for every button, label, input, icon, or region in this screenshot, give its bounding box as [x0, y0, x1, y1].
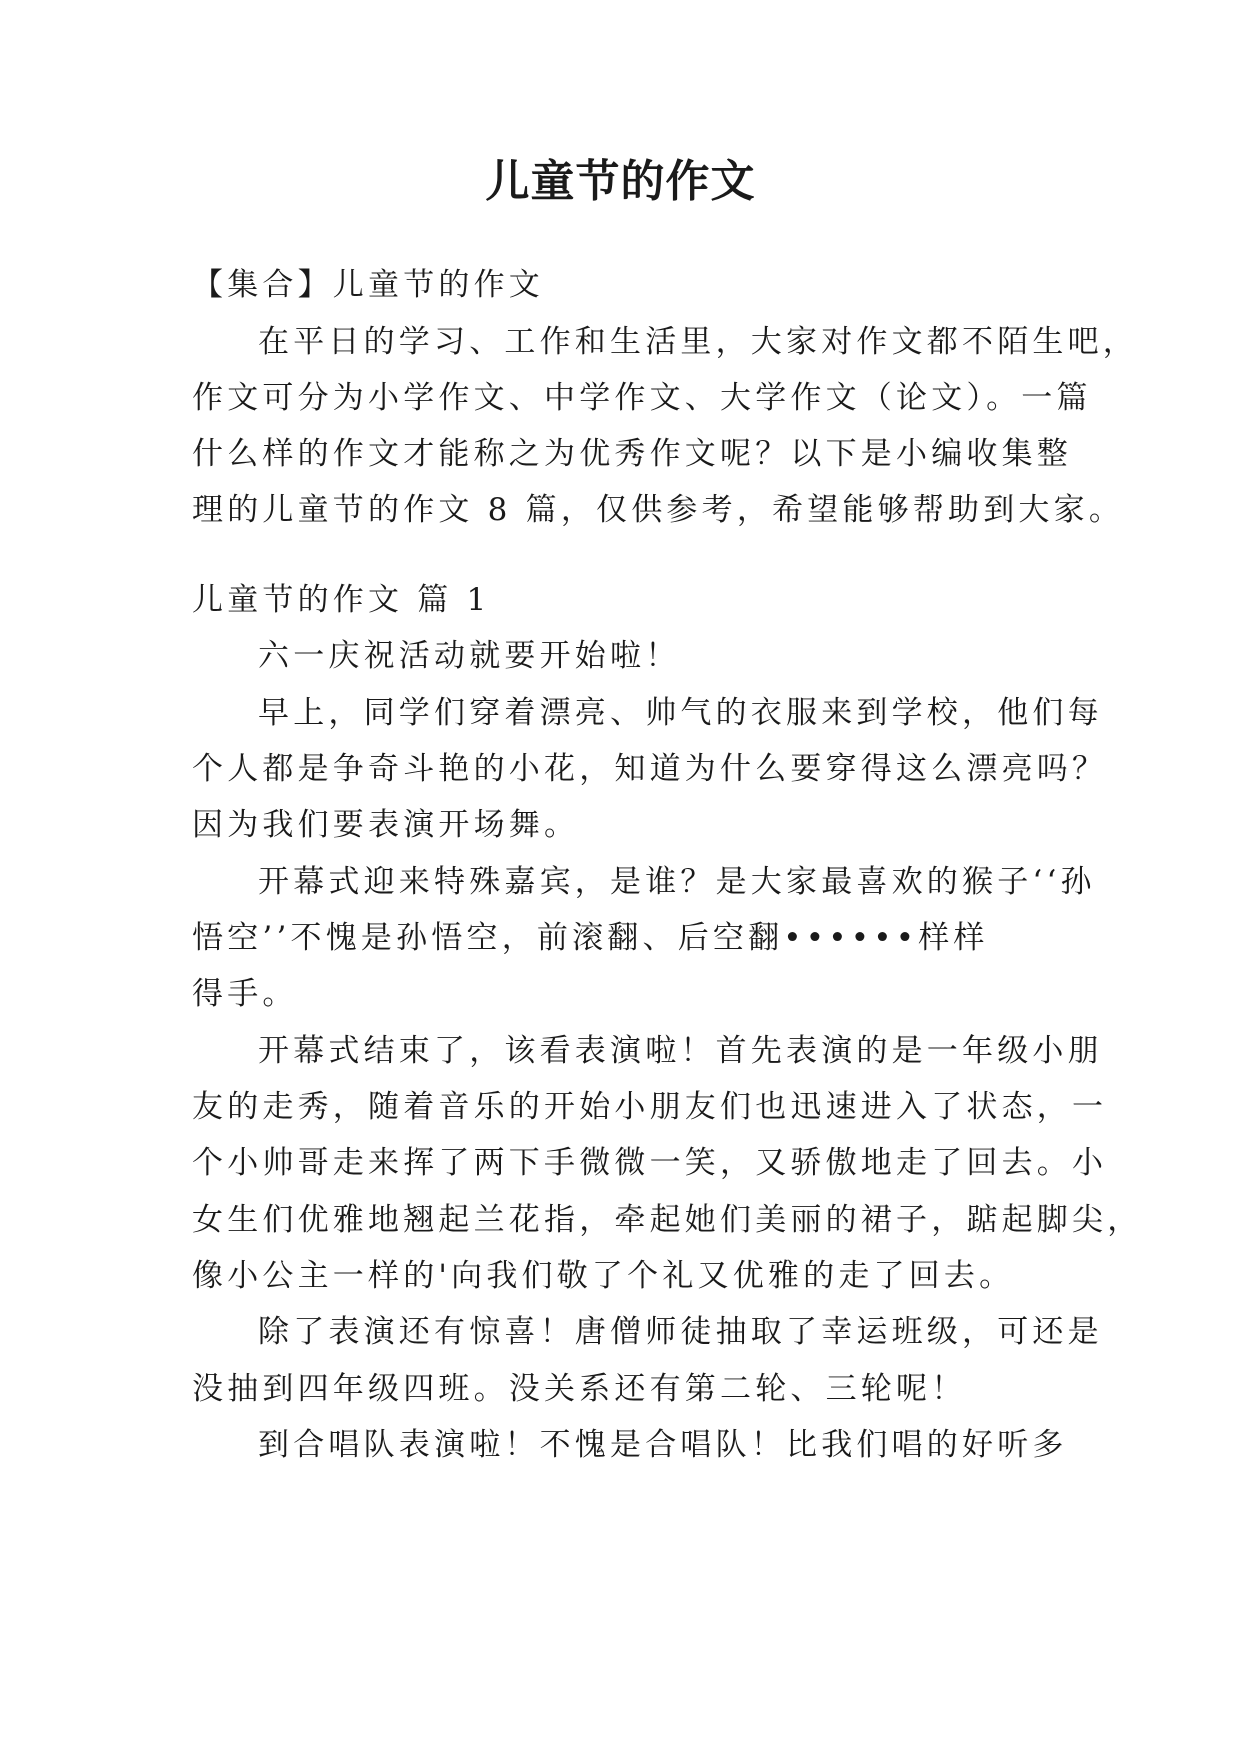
intro-line-2: 作文可分为小学作文、中学作文、大学作文（论文）。一篇: [192, 380, 1092, 416]
body-line-3: 个人都是争奇斗艳的小花，知道为什么要穿得这么漂亮吗？: [192, 751, 1108, 787]
collection-heading: 【集合】儿童节的作文: [192, 267, 544, 303]
body-line-10: 个小帅哥走来挥了两下手微微一笑，又骄傲地走了回去。小: [192, 1145, 1108, 1181]
body-line-7: 得手。: [192, 976, 298, 1012]
body-line-14: 没抽到四年级四班。没关系还有第二轮、三轮呢！: [192, 1371, 967, 1407]
body-line-1: 六一庆祝活动就要开始啦！: [258, 638, 681, 674]
body-line-8: 开幕式结束了，该看表演啦！首先表演的是一年级小朋: [258, 1033, 1103, 1069]
body-line-15: 到合唱队表演啦！不愧是合唱队！比我们唱的好听多: [258, 1427, 1068, 1463]
body-line-2: 早上，同学们穿着漂亮、帅气的衣服来到学校，他们每: [258, 695, 1103, 731]
intro-line-4: 理的儿童节的作文 8 篇，仅供参考，希望能够帮助到大家。: [192, 492, 1125, 528]
body-line-9: 友的走秀，随着音乐的开始小朋友们也迅速进入了状态，一: [192, 1089, 1108, 1125]
intro-line-3: 什么样的作文才能称之为优秀作文呢？以下是小编收集整: [192, 436, 1072, 472]
body-line-6: 悟空’’不愧是孙悟空，前滚翻、后空翻••••••样样: [192, 920, 989, 956]
intro-line-1: 在平日的学习、工作和生活里，大家对作文都不陌生吧，: [258, 324, 1138, 360]
body-line-13: 除了表演还有惊喜！唐僧师徒抽取了幸运班级，可还是: [258, 1314, 1103, 1350]
document-title: 儿童节的作文: [485, 156, 756, 207]
body-line-11: 女生们优雅地翘起兰花指，牵起她们美丽的裙子，踮起脚尖，: [192, 1202, 1143, 1238]
body-line-4: 因为我们要表演开场舞。: [192, 807, 580, 843]
body-line-5: 开幕式迎来特殊嘉宾，是谁？是大家最喜欢的猴子‘‘孙: [258, 864, 1096, 900]
body-line-12: 像小公主一样的'向我们敬了个礼又优雅的走了回去。: [192, 1258, 1015, 1294]
section-heading: 儿童节的作文 篇 1: [192, 582, 491, 618]
